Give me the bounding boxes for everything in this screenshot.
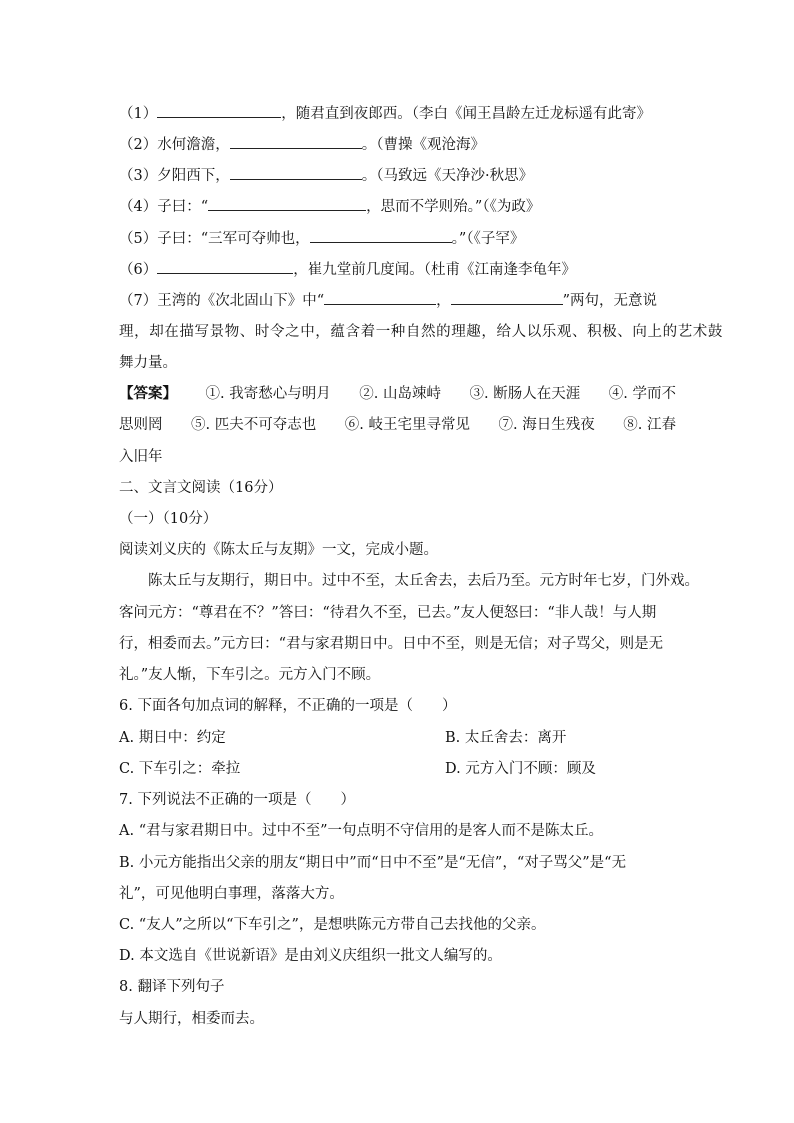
passage-line: 陈太丘与友期行，期日中。过中不至，太丘舍去，去后乃至。元方时年七岁，门外戏。: [148, 573, 699, 589]
answer-blank[interactable]: [451, 290, 563, 305]
answer-blank[interactable]: [208, 196, 366, 211]
option-a[interactable]: A. 期日中：约定: [119, 730, 226, 746]
answer-row-1: 【答案】 ①. 我寄愁心与明月 ②. 山岛竦峙 ③. 断肠人在天涯 ④. 学而不: [119, 385, 676, 402]
answer-blank[interactable]: [310, 228, 452, 243]
answer-blank[interactable]: [157, 259, 293, 274]
fill-item-5: （5）子曰：“三军可夺帅也， 。”（《子罕》: [119, 228, 676, 249]
translation-sentence: 与人期行，相委而去。: [119, 1011, 264, 1027]
answer-blank[interactable]: [157, 103, 281, 118]
fill-item-6: （6） ，崔九堂前几度闻。（杜甫《江南逢李龟年》: [119, 259, 676, 280]
answer-blank[interactable]: [324, 290, 436, 305]
passage-line: 行，相委而去。”元方曰：“君与家君期日中。日中不至，则是无信；对子骂父，则是无: [119, 636, 664, 652]
passage-line: 礼。”友人惭，下车引之。元方入门不顾。: [119, 667, 381, 683]
fill-item-1: （1） ，随君直到夜郎西。（李白《闻王昌龄左迁龙标遥有此寄》: [119, 103, 676, 124]
answer-blank[interactable]: [230, 165, 362, 180]
answer-label: 【答案】: [119, 385, 177, 402]
option-b[interactable]: B. 小元方能指出父亲的朋友“期日中”而“日中不至”是“无信”，“对子骂父”是“无: [119, 855, 627, 871]
fill-item-2: （2）水何澹澹， 。（曹操《观沧海》: [119, 134, 676, 155]
paragraph-line: 理，却在描写景物、时令之中，蕴含着一种自然的理趣，给人以乐观、积极、向上的艺术鼓: [119, 324, 723, 340]
reading-instruction: 阅读刘义庆的《陈太丘与友期》一文，完成小题。: [119, 542, 438, 558]
option-c[interactable]: C. “友人”之所以“下车引之”，是想哄陈元方带自己去找他的父亲。: [119, 917, 546, 933]
option-a[interactable]: A. “君与家君期日中。过中不至”一句点明不守信用的是客人而不是陈太丘。: [119, 823, 604, 839]
answer-row-3: 入旧年: [119, 449, 163, 465]
question-6-options-row-1: [119, 728, 676, 748]
option-d[interactable]: D. 本文选自《世说新语》是由刘义庆组织一批文人编写的。: [119, 948, 502, 964]
paragraph-line: 舞力量。: [119, 355, 177, 371]
fill-item-3: （3）夕阳西下， 。（马致远《天净沙·秋思》: [119, 165, 676, 186]
section-title: 二、文言文阅读（16分）: [119, 480, 283, 496]
question-6-stem: 6. 下面各句加点词的解释，不正确的一项是（ ）: [119, 698, 457, 714]
option-c[interactable]: C. 下车引之：牵拉: [119, 761, 241, 777]
question-7-stem: 7. 下列说法不正确的一项是（ ）: [119, 792, 355, 808]
answer-blank[interactable]: [230, 134, 362, 149]
option-d[interactable]: D. 元方入门不顾：顾及: [445, 761, 596, 777]
option-b-continued: 礼”，可见他明白事理，落落大方。: [119, 886, 344, 902]
passage-line: 客问元方：“尊君在不？”答曰：“待君久不至，已去。”友人便怒曰：“非人哉！与人期: [119, 605, 657, 621]
question-8-stem: 8. 翻译下列句子: [119, 979, 225, 995]
subsection-title: （一）（10分）: [119, 511, 218, 527]
answer-row-2: 思则罔 ⑤. 匹夫不可夺志也 ⑥. 岐王宅里寻常见 ⑦. 海日生残夜 ⑧. 江春: [119, 417, 676, 433]
question-6-options-row-2: [119, 759, 676, 779]
fill-item-4: （4）子曰：“ ，思而不学则殆。”（《为政》: [119, 196, 676, 217]
fill-item-7: （7）王湾的《次北固山下》中“ ， ”两句，无意说: [119, 290, 676, 311]
option-b[interactable]: B. 太丘舍去：离开: [445, 730, 567, 746]
